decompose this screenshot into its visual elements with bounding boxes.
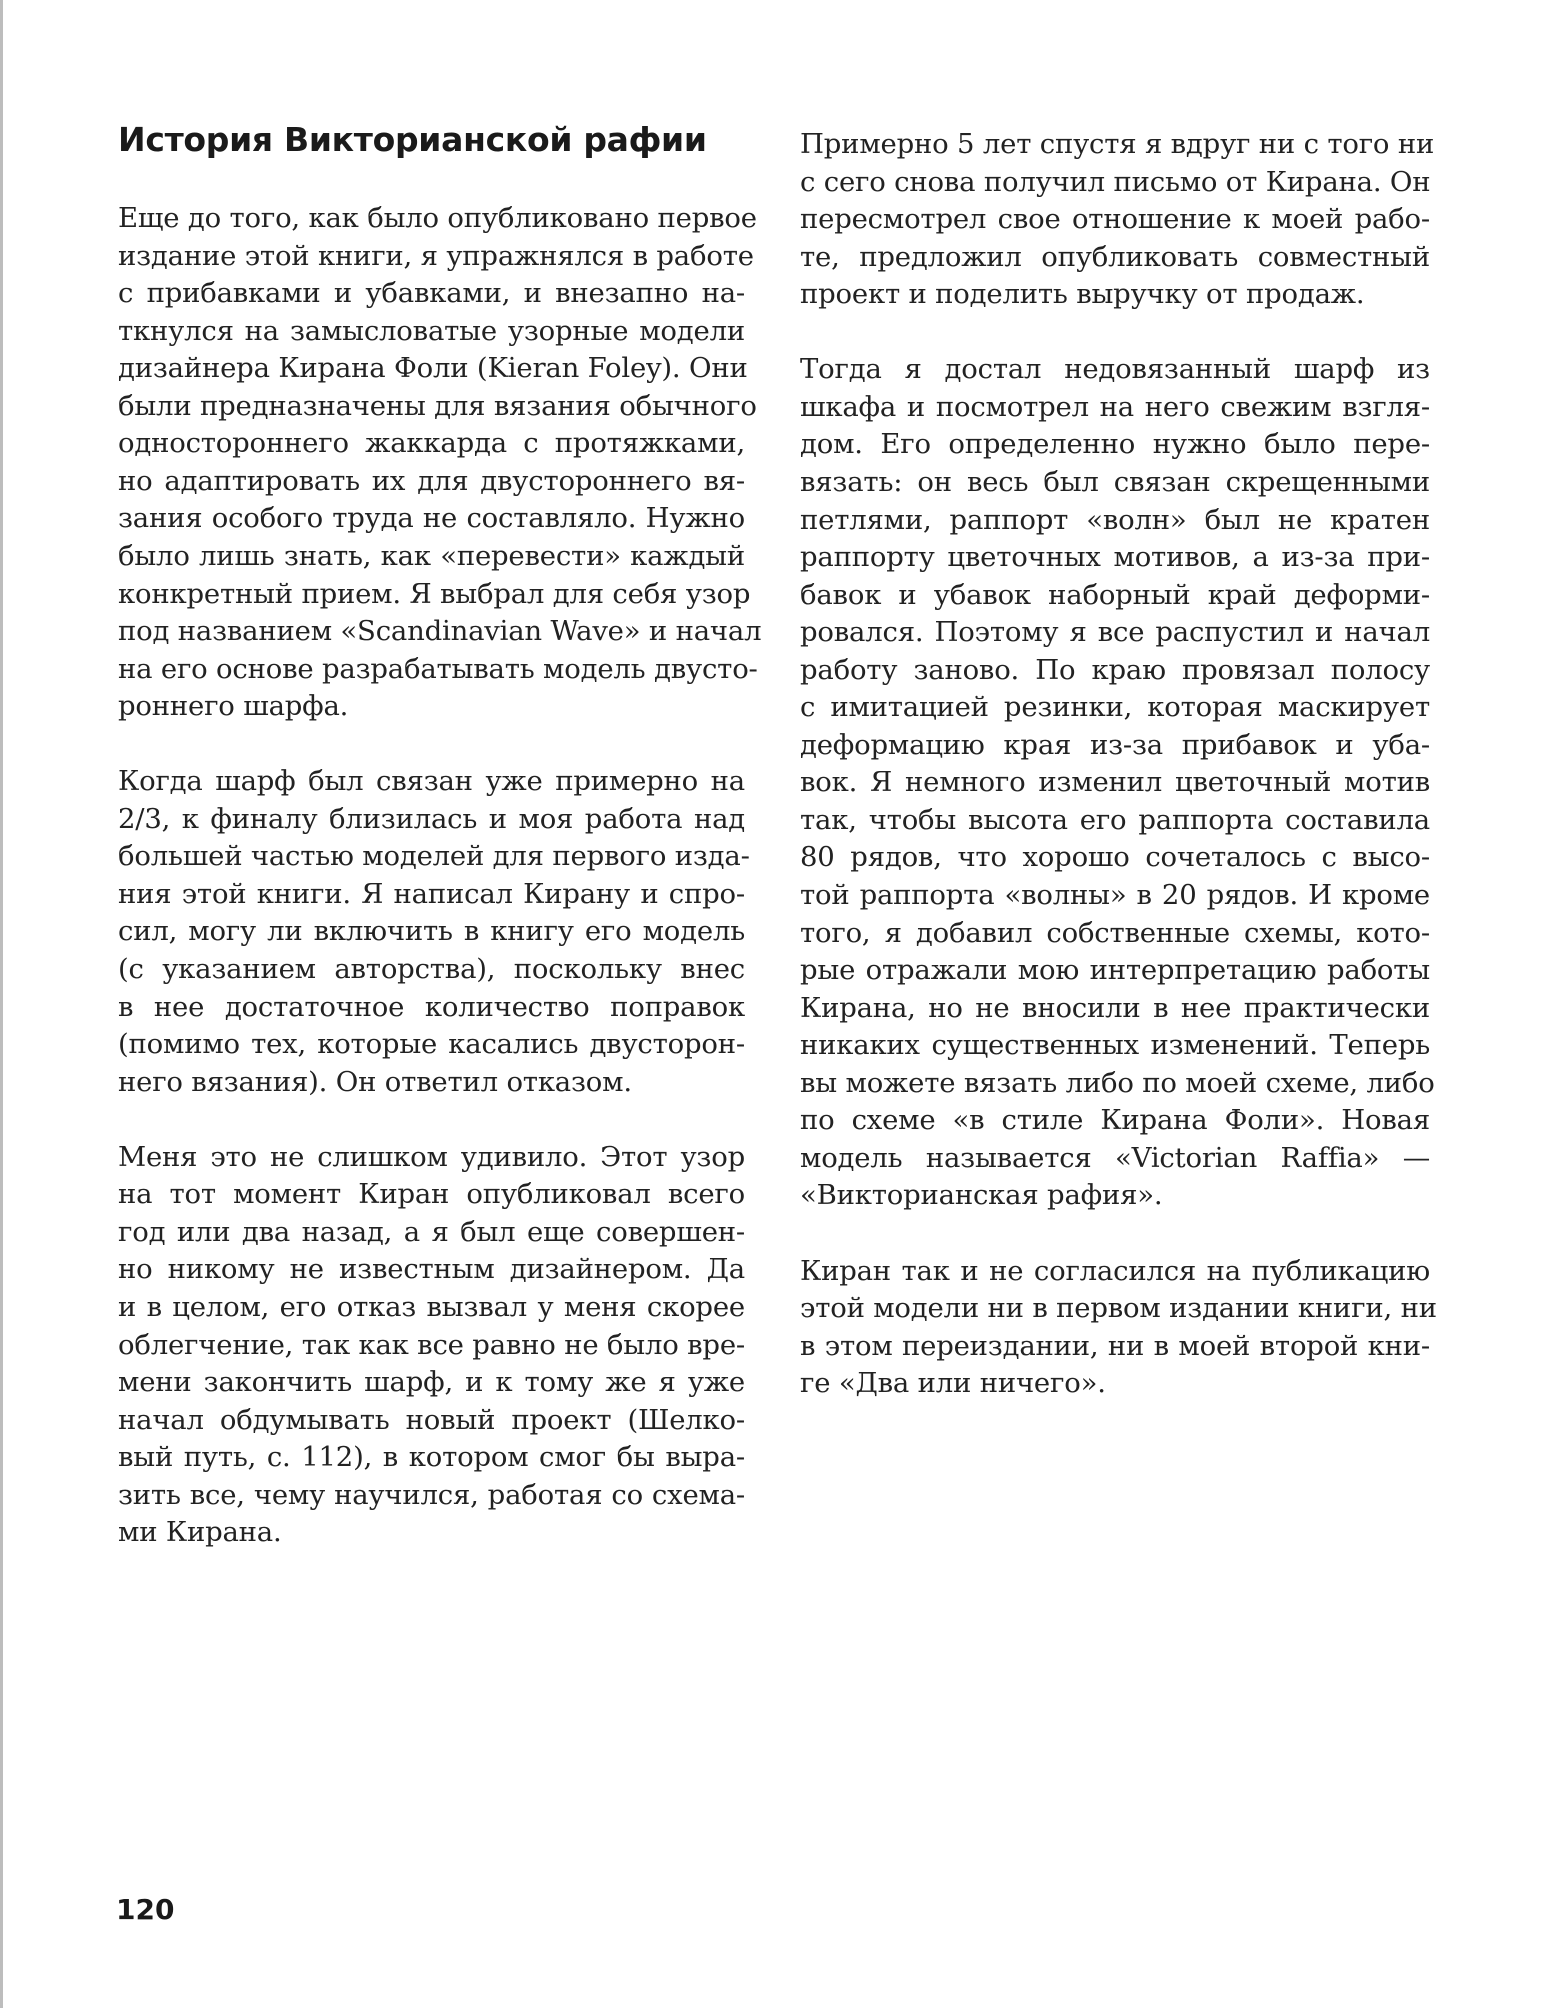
text-line: работу заново. По краю провязал полосу (800, 653, 1430, 686)
text-line: были предназначены для вязания обычного (118, 389, 757, 422)
text-line: того, я добавил собственные схемы, кото- (800, 916, 1430, 949)
text-line: бавок и убавок наборный край деформи- (800, 578, 1430, 611)
text-line: большей частью моделей для первого изда- (118, 840, 750, 873)
text-line: модель называется «Victorian Raffia» — (800, 1141, 1430, 1174)
text-line: но никому не известным дизайнером. Да (118, 1253, 745, 1286)
page-edge-line (0, 0, 3, 2008)
text-line: конкретный прием. Я выбрал для себя узор (118, 577, 751, 610)
text-line: рые отражали мою интерпретацию работы (800, 954, 1430, 987)
text-line: облегчение, так как все равно не было вре- (118, 1328, 746, 1361)
text-line: ния этой книги. Я написал Кирану и спро- (118, 877, 745, 910)
text-line: дом. Его определенно нужно было пере- (800, 428, 1430, 461)
text-line: шкафа и посмотрел на него свежим взгля- (800, 390, 1430, 423)
text-line: него вязания). Он ответил отказом. (118, 1065, 632, 1098)
page-number: 120 (116, 1893, 175, 1926)
text-line: по схеме «в стиле Кирана Фоли». Новая (800, 1104, 1430, 1137)
text-line: ровался. Поэтому я все распустил и начал (800, 616, 1430, 649)
text-line: год или два назад, а я был еще совершен- (118, 1215, 745, 1248)
text-line: было лишь знать, как «перевести» каждый (118, 539, 745, 572)
text-line: никаких существенных изменений. Теперь (800, 1029, 1430, 1062)
text-line: (помимо тех, которые касались двусторон- (118, 1028, 745, 1061)
text-line: в нее достаточное количество поправок (118, 990, 745, 1023)
text-line: начал обдумывать новый проект (Шелко- (118, 1403, 745, 1436)
text-line: с имитацией резинки, которая маскирует (800, 691, 1430, 724)
text-line: Еще до того, как было опубликовано первое (118, 202, 757, 234)
text-line: Примерно 5 лет спустя я вдруг ни с того ни (800, 128, 1435, 160)
text-line: пересмотрел свое отношение к моей рабо- (800, 203, 1430, 236)
page-title: История Викторианской рафии (118, 120, 707, 159)
text-line: с сего снова получил письмо от Кирана. Он (800, 165, 1431, 198)
text-line: Меня это не слишком удивило. Этот узор (118, 1140, 745, 1173)
text-line: роннего шарфа. (118, 690, 349, 723)
text-line: но адаптировать их для двустороннего вя- (118, 464, 745, 497)
text-line: деформацию края из-за прибавок и уба- (800, 728, 1430, 761)
text-line: той раппорта «волны» в 20 рядов. И кроме (800, 879, 1430, 911)
text-line: зания особого труда не составляло. Нужно (118, 502, 745, 535)
text-line: издание этой книги, я упражнялся в работе (118, 239, 754, 272)
text-line: «Викторианская рафия». (800, 1179, 1163, 1212)
text-line: петлями, раппорт «волн» был не кратен (800, 503, 1430, 536)
text-line: те, предложил опубликовать совместный (800, 240, 1430, 273)
text-line: так, чтобы высота его раппорта составила (800, 803, 1430, 836)
text-line: Тогда я достал недовязанный шарф из (800, 353, 1430, 386)
text-line: с прибавками и убавками, и внезапно на- (118, 277, 745, 310)
text-line: раппорту цветочных мотивов, а из-за при- (800, 541, 1430, 574)
text-line: зить все, чему научился, работая со схема- (118, 1478, 745, 1511)
text-line: ге «Два или ничего». (800, 1367, 1106, 1400)
text-line: вы можете вязать либо по моей схеме, либо (800, 1066, 1435, 1099)
text-line: и в целом, его отказ вызвал у меня скорее (118, 1290, 745, 1323)
text-line: этой модели ни в первом издании книги, ни (800, 1292, 1437, 1325)
text-line: Киран так и не согласился на публикацию (800, 1254, 1430, 1287)
text-line: мени закончить шарф, и к тому же я уже (118, 1366, 745, 1399)
text-line: вый путь, с. 112), в котором смог бы выра- (118, 1441, 745, 1474)
text-line: сил, могу ли включить в книгу его модель (118, 915, 745, 948)
text-line: под названием «Scandinavian Wave» и начал (118, 615, 762, 648)
text-line: (с указанием авторства), поскольку внес (118, 953, 745, 985)
text-line: 80 рядов, что хорошо сочеталось с высо- (800, 841, 1430, 874)
text-line: Кирана, но не вносили в нее практически (800, 991, 1430, 1024)
text-line: ткнулся на замысловатые узорные модели (118, 314, 745, 347)
text-line: Когда шарф был связан уже примерно на (118, 765, 745, 798)
text-line: на тот момент Киран опубликовал всего (118, 1178, 745, 1211)
text-line: ми Кирана. (118, 1516, 282, 1549)
text-line: в этом переиздании, ни в моей второй кни- (800, 1329, 1430, 1362)
text-line: вок. Я немного изменил цветочный мотив (800, 766, 1430, 799)
text-line: на его основе разрабатывать модель двусто- (118, 652, 758, 685)
text-line: проект и поделить выручку от продаж. (800, 278, 1365, 311)
text-line: 2/3, к финалу близилась и моя работа над (118, 802, 745, 835)
text-line: дизайнера Кирана Фоли (Kieran Foley). Они (118, 352, 748, 385)
text-line: одностороннего жаккарда с протяжками, (118, 427, 745, 460)
text-line: вязать: он весь был связан скрещенными (800, 465, 1430, 498)
